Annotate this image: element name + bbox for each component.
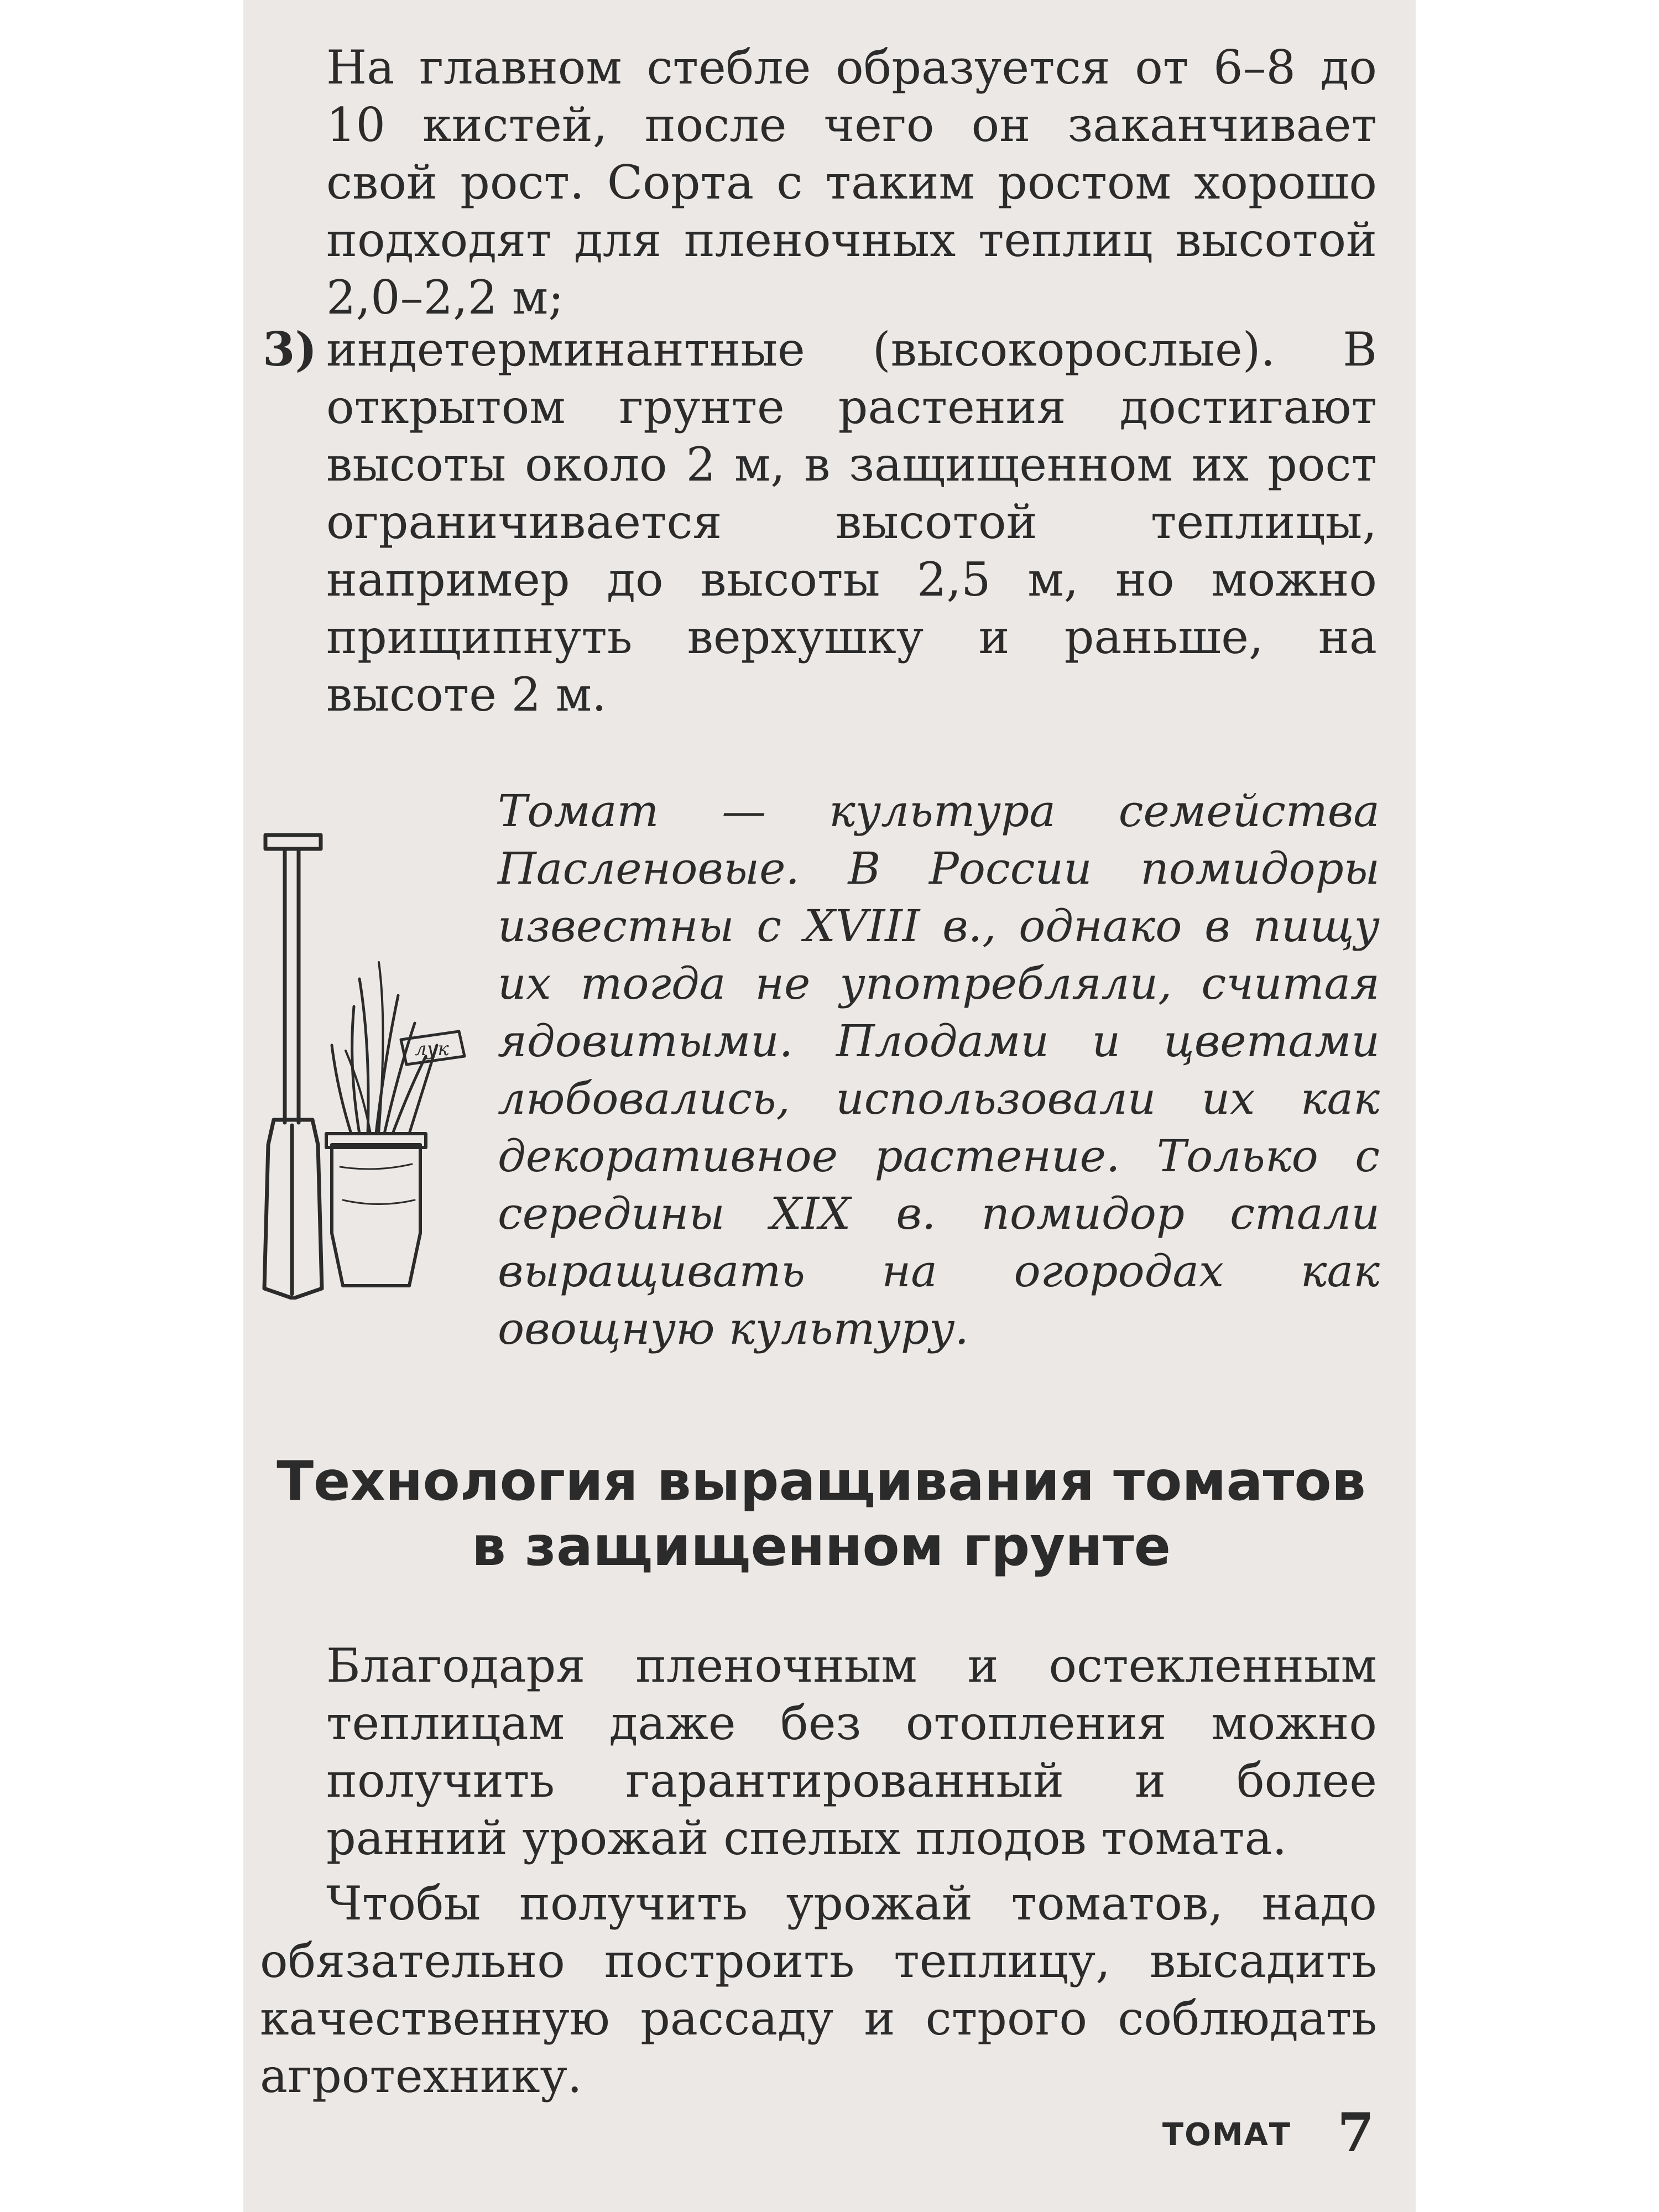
- book-page: [243, 0, 1416, 2212]
- shovel-and-pot-icon: [260, 813, 492, 1300]
- paragraph-text: На главном стебле образуется от 6–8 до 10 кистей, после чего он заканчивает свой рост. Сорта с таким ростом хорошо подходят для пленочных теплиц высотой 2,0–2,2 м;: [326, 40, 1377, 325]
- section-heading: Технология выращивания томатов в защищенном грунте: [276, 1450, 1366, 1578]
- running-title: ТОМАТ: [1162, 2117, 1291, 2153]
- list-item-text: индетерминантные (высокорослые). В открытом грунте растения достигают высоты около 2 м, в защищенном их рост ограничивается высотой теплицы, например до высоты 2,5 м, но можно прищипнуть верхушку и раньше, на высоте 2 м.: [326, 322, 1377, 722]
- paragraph-text: Чтобы получить урожай томатов, надо обязательно построить теплицу, высадить качественную рассаду и строго соблюдать агротехнику.: [260, 1876, 1377, 2103]
- page-number: 7: [1337, 2101, 1374, 2164]
- plant-label: лук: [415, 1038, 449, 1060]
- list-number: 3): [263, 322, 317, 377]
- sidebar-note: Томат — культура семейства Пасленовые. В России помидоры известны с XVIII в., однако в пищу их тогда не употребляли, считая ядовитыми. Плодами и цветами любовались, использовали их как декоративное растение. Только с середины XIX в. помидор стали выращивать на огородах как овощную культуру.: [498, 785, 1380, 1354]
- paragraph-text: Благодаря пленочным и остекленным теплицам даже без отопления можно получить гарантированный и более ранний урожай спелых плодов томата.: [326, 1639, 1377, 1865]
